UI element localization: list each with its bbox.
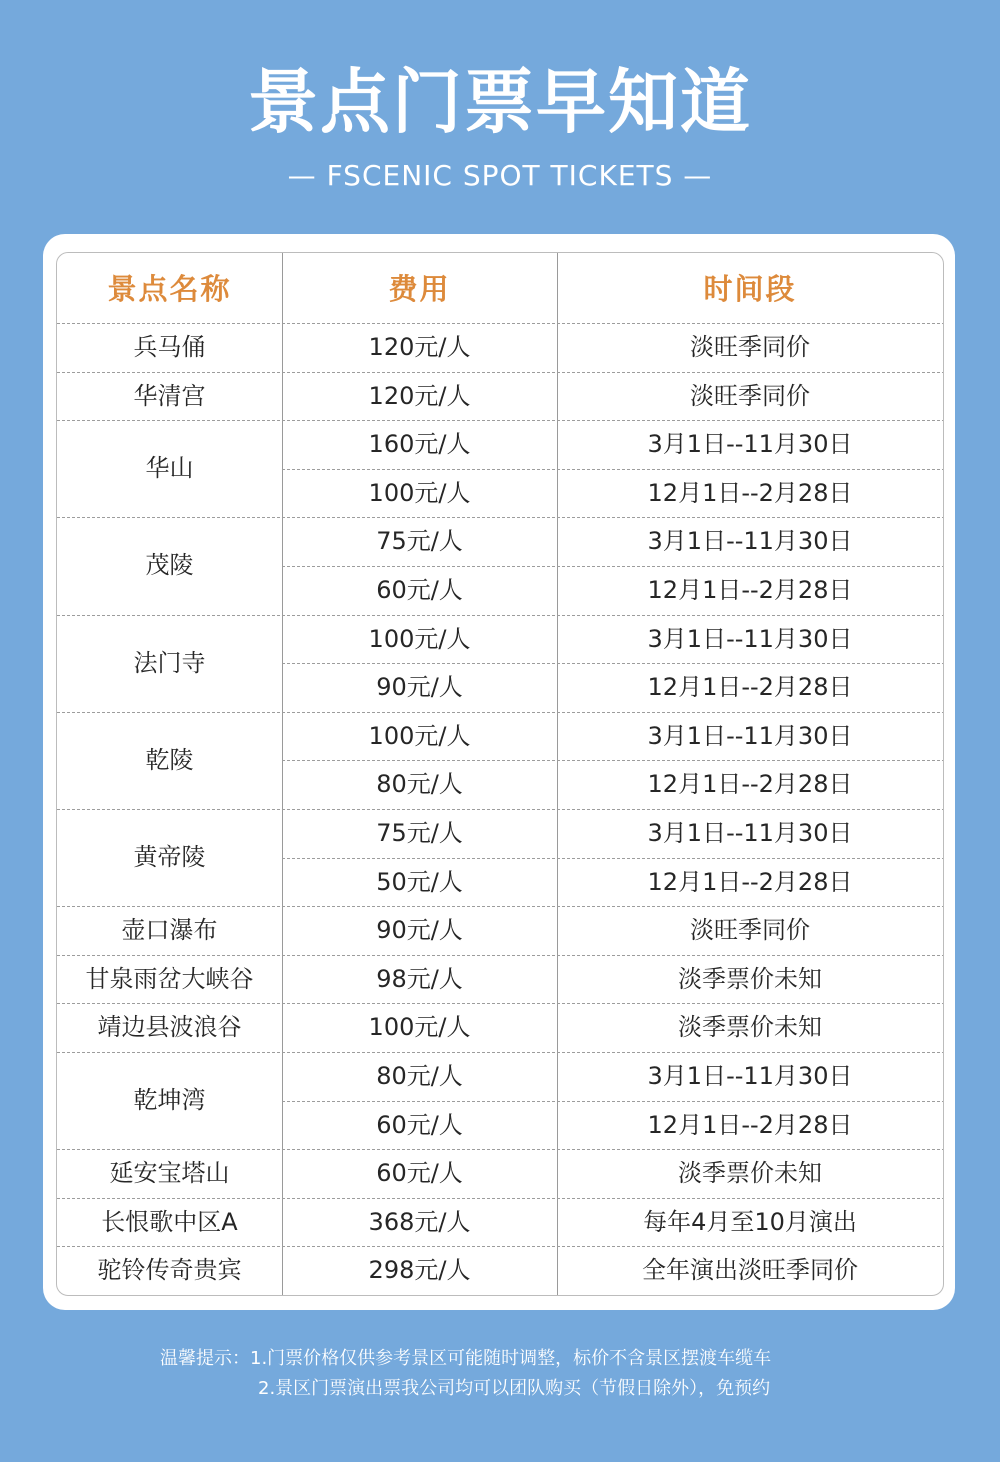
fee-cell: 60元/人 (376, 1110, 463, 1139)
row-divider (282, 663, 944, 664)
fee-cell: 90元/人 (376, 916, 463, 945)
fee-cell: 120元/人 (368, 333, 471, 361)
period-cell: 12月1日--2月28日 (647, 1110, 853, 1139)
period-cell: 12月1日--2月28日 (647, 478, 853, 507)
fee-cell: 60元/人 (376, 576, 463, 604)
fee-cell: 298元/人 (368, 1256, 471, 1285)
column-header-fee: 费用 (388, 272, 451, 306)
period-cell: 3月1日--11月30日 (647, 819, 853, 847)
fee-cell: 160元/人 (368, 430, 471, 459)
spot-name: 华清宫 (133, 381, 206, 410)
period-cell: 淡旺季同价 (690, 916, 810, 945)
period-cell: 淡季票价未知 (678, 964, 822, 993)
spot-name: 驼铃传奇贵宾 (97, 1256, 242, 1285)
row-divider (282, 566, 944, 567)
period-cell: 12月1日--2月28日 (647, 673, 853, 702)
spot-name: 甘泉雨岔大峡谷 (85, 964, 254, 993)
period-cell: 12月1日--2月28日 (647, 770, 853, 799)
fee-cell: 75元/人 (376, 819, 463, 847)
period-cell: 淡季票价未知 (678, 1013, 822, 1042)
spot-name: 华山 (145, 454, 194, 483)
fee-cell: 368元/人 (368, 1207, 471, 1236)
period-cell: 全年演出淡旺季同价 (642, 1256, 858, 1285)
fee-cell: 90元/人 (376, 673, 463, 702)
column-header-period: 时间段 (703, 272, 797, 306)
fee-cell: 60元/人 (376, 1159, 463, 1188)
fee-cell: 100元/人 (368, 721, 471, 750)
period-cell: 12月1日--2月28日 (647, 867, 853, 896)
fee-cell: 100元/人 (368, 624, 471, 653)
period-cell: 3月1日--11月30日 (647, 624, 853, 653)
period-cell: 12月1日--2月28日 (647, 576, 853, 604)
ticket-table (56, 252, 944, 1296)
note-line-2: 2.景区门票演出票我公司均可以团队购买（节假日除外），免预约 (258, 1378, 771, 1399)
column-header-spot: 景点名称 (107, 272, 232, 306)
period-cell: 淡季票价未知 (678, 1159, 822, 1188)
fee-cell: 120元/人 (368, 381, 471, 410)
row-divider (282, 469, 944, 470)
fee-cell: 98元/人 (376, 964, 463, 993)
row-divider (282, 1101, 944, 1102)
period-cell: 3月1日--11月30日 (647, 1062, 853, 1090)
fee-cell: 80元/人 (376, 770, 463, 799)
row-divider (282, 858, 944, 859)
spot-name: 靖边县波浪谷 (97, 1013, 242, 1042)
fee-cell: 50元/人 (376, 867, 463, 896)
spot-name: 长恨歌中区A (101, 1207, 238, 1236)
page-subtitle: — FSCENIC SPOT TICKETS — (287, 159, 713, 192)
note-line-1: 温馨提示：1.门票价格仅供参考景区可能随时调整，标价不含景区摆渡车缆车 (160, 1348, 772, 1369)
fee-cell: 100元/人 (368, 478, 471, 507)
page-title: 景点门票早知道 (248, 61, 752, 143)
fee-cell: 80元/人 (376, 1062, 463, 1090)
period-cell: 3月1日--11月30日 (647, 721, 853, 750)
spot-name: 乾坤湾 (133, 1086, 206, 1114)
spot-name: 延安宝塔山 (109, 1159, 230, 1188)
spot-name: 兵马俑 (133, 333, 206, 361)
spot-name: 法门寺 (133, 648, 206, 677)
spot-name: 乾陵 (145, 745, 194, 774)
period-cell: 淡旺季同价 (690, 381, 810, 410)
fee-cell: 75元/人 (376, 527, 463, 556)
period-cell: 每年4月至10月演出 (643, 1207, 857, 1236)
spot-name: 壶口瀑布 (121, 916, 218, 945)
period-cell: 3月1日--11月30日 (647, 430, 853, 459)
spot-name: 茂陵 (145, 551, 194, 580)
spot-name: 黄帝陵 (133, 843, 206, 871)
period-cell: 淡旺季同价 (690, 333, 810, 361)
row-divider (282, 760, 944, 761)
period-cell: 3月1日--11月30日 (647, 527, 853, 556)
fee-cell: 100元/人 (368, 1013, 471, 1042)
